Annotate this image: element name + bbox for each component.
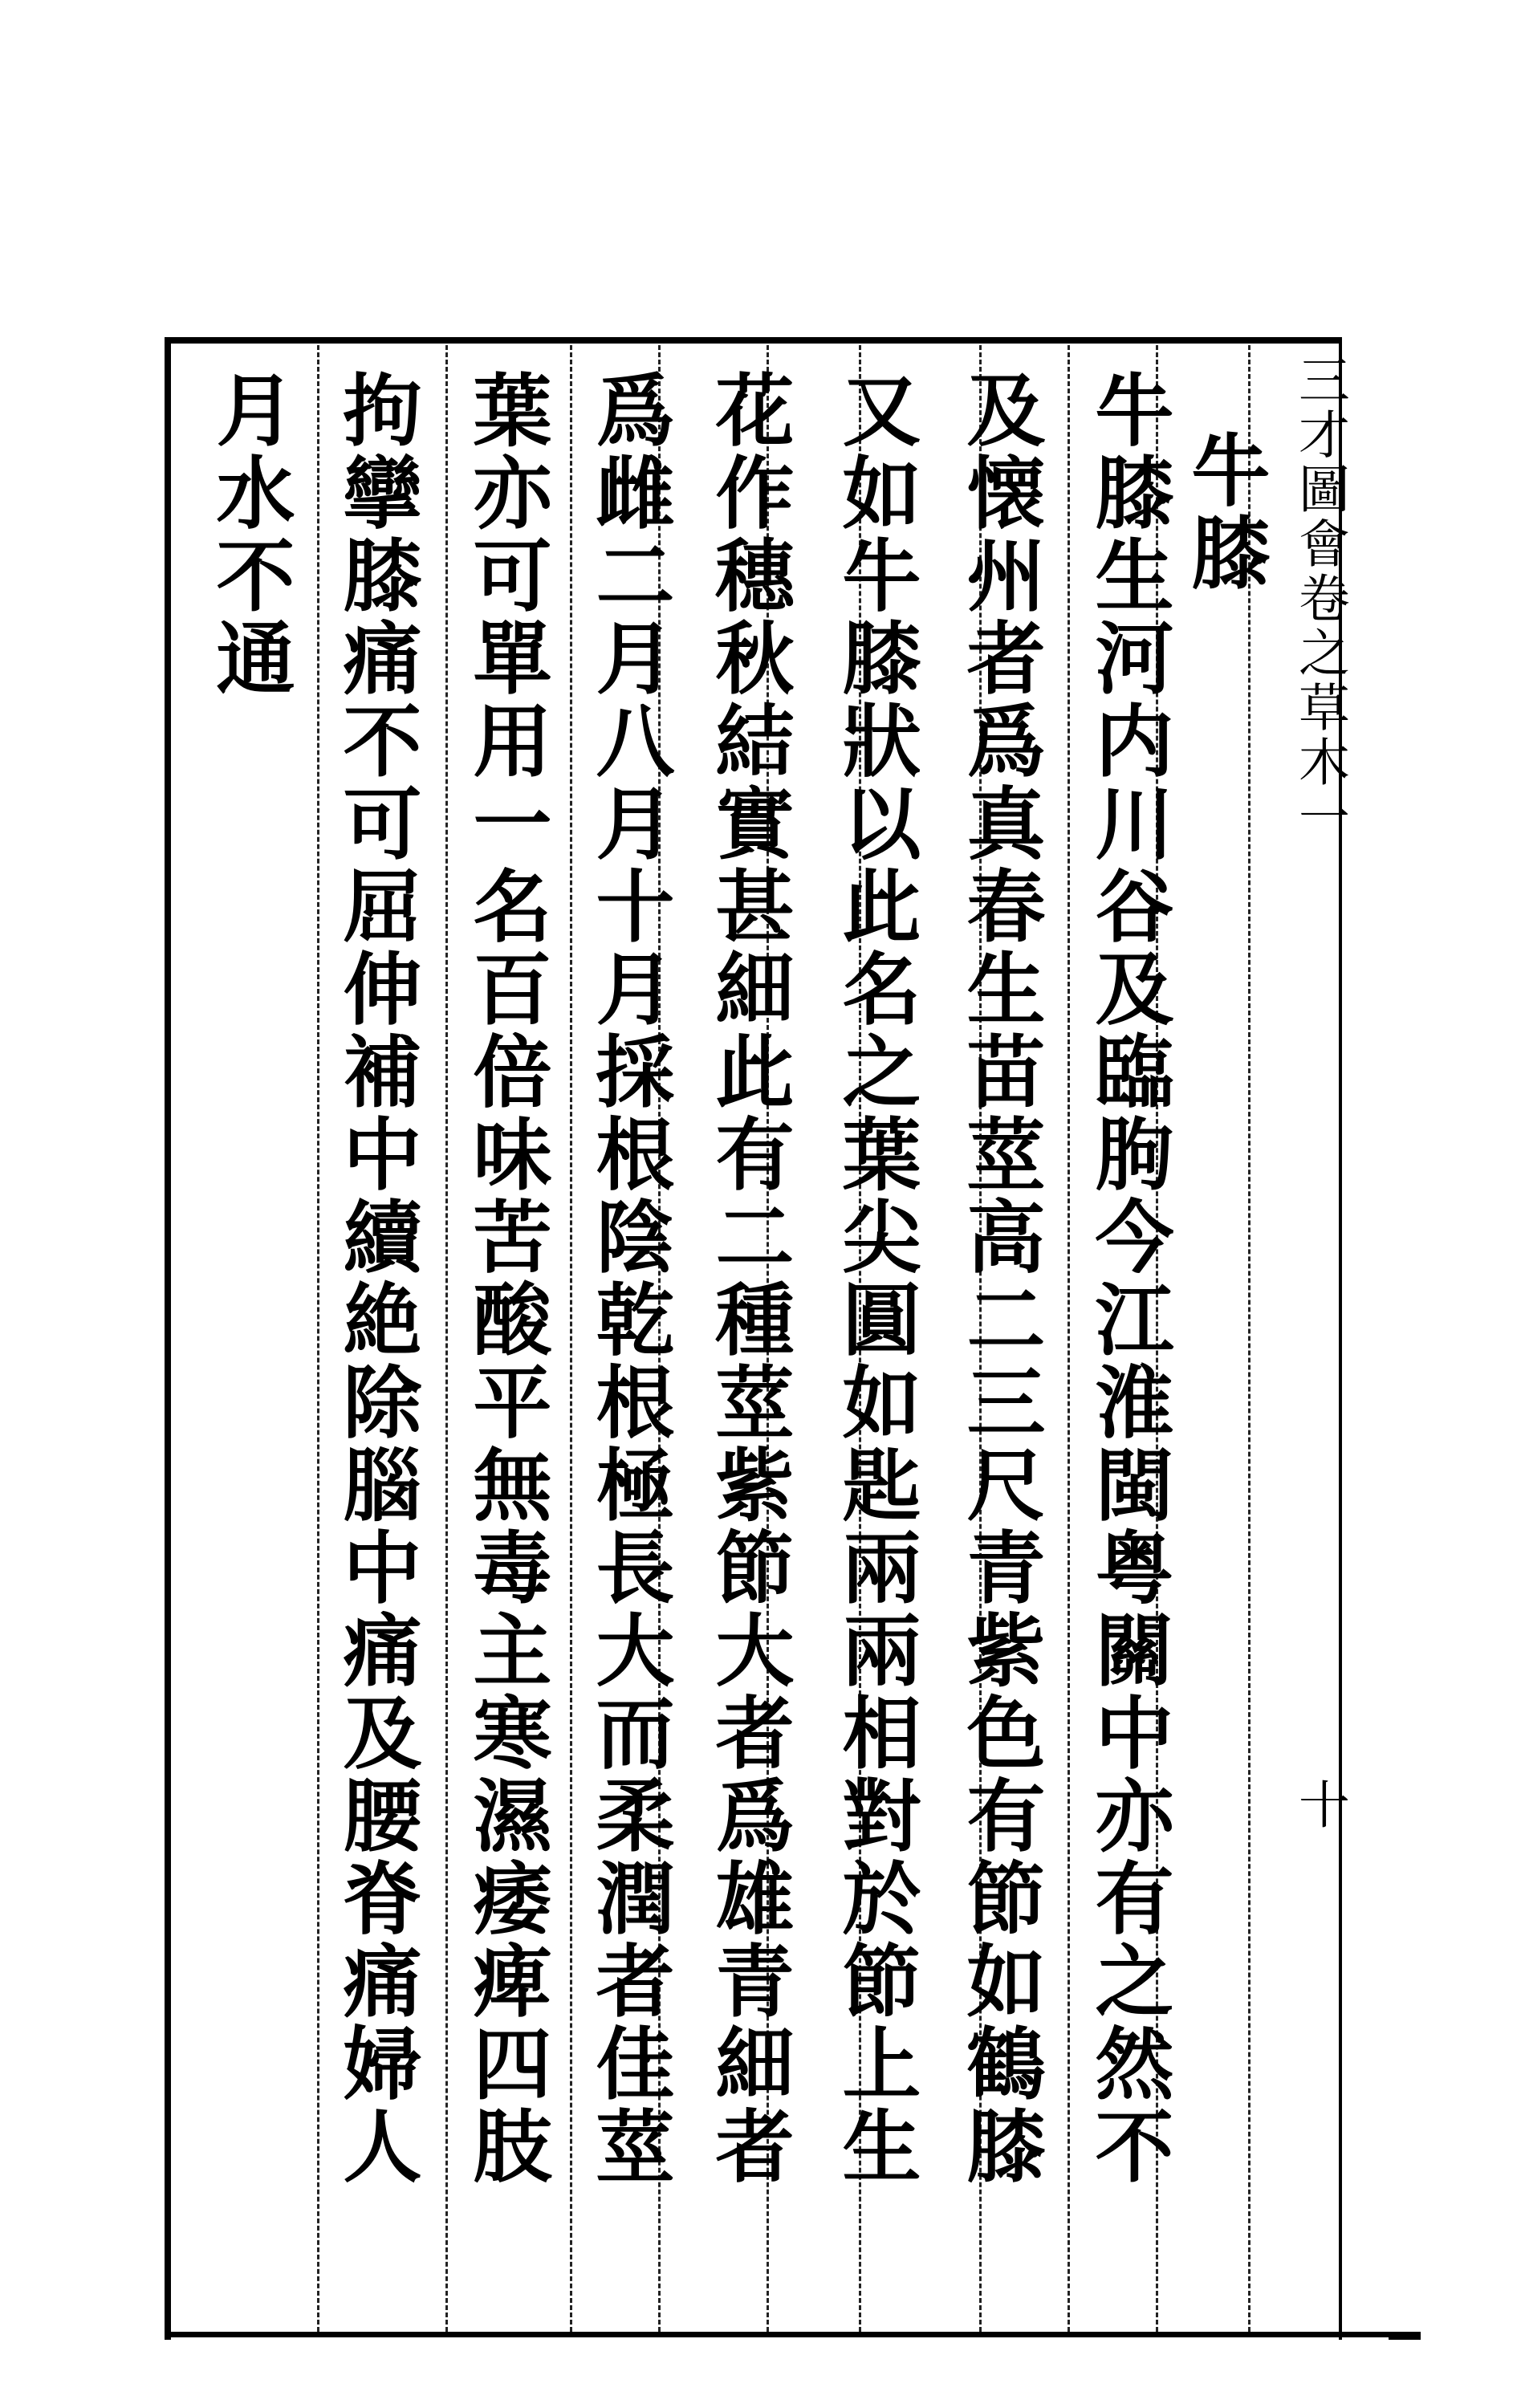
text-column-4: 花作穗秋結實甚細此有二種莖紫節大者爲雄青細者 [702,369,795,2188]
frame-bottom-border [165,2332,1421,2337]
entry-title: 牛膝 [1178,429,1271,595]
frame-left-border [165,337,171,2340]
folio-number: 十 [1290,1778,1349,1832]
frame-top-border [165,337,1340,344]
text-column-1: 牛膝生河内川谷及臨朐今江淮閩粤關中亦有之然不 [1082,369,1174,2188]
text-column-7: 拘攣膝痛不可屈伸補中續絶除腦中痛及腰脊痛婦人 [330,369,422,2188]
column-rule [1068,345,1070,2332]
column-rule [445,345,448,2332]
column-rule [1248,345,1250,2332]
text-column-3: 又如牛膝狀以此名之葉尖圓如匙兩兩相對於節上生 [829,369,921,2188]
book-title: 三才圖會卷之草木一 [1290,353,1349,844]
text-column-6: 葉亦可單用一名百倍味苦酸平無毒主寒濕痿痺四肢 [460,369,552,2188]
text-column-8: 月水不通 [203,369,295,700]
text-column-5: 爲雌二月八月十月採根陰乾根極長大而柔潤者佳莖 [583,369,675,2188]
frame-bottom-border-dash [1389,2336,1421,2340]
text-column-2: 及懐州者爲真春生苗莖高二三尺青紫色有節如鶴膝 [954,369,1046,2188]
